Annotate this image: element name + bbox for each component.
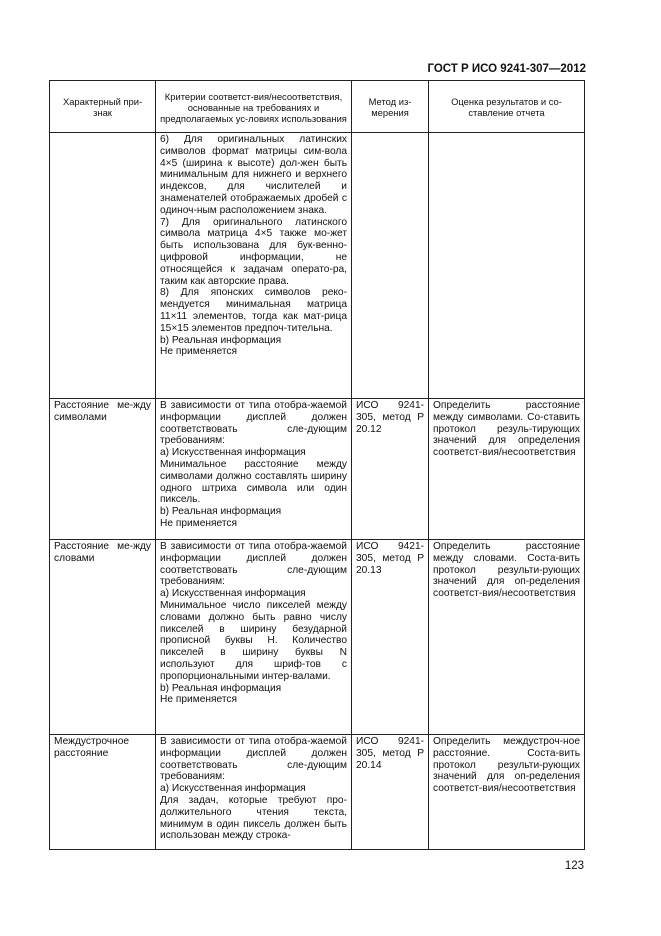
cell-feature — [50, 133, 156, 399]
cell-feature: Расстояние ме-жду символами — [50, 399, 156, 540]
criteria-paragraph: В зависимости от типа отобра-жаемой информации дисплей должен соответствовать сле-дующим требованиям: — [160, 541, 347, 588]
table-header-row — [50, 81, 585, 133]
criteria-paragraph: b) Реальная информация — [160, 334, 282, 346]
criteria-paragraph: 8) Для японских символов реко-мендуется минимальная матрица 11×11 элементов, тогда как мат-рица 15×15 элементов предпоч-тительна. — [160, 287, 347, 334]
cell-criteria — [156, 540, 352, 735]
column-header-criteria: Критерии соответст-вия/несоответствия, основанные на требованиях и предполагаемых ус-ловиях использования — [156, 81, 352, 133]
criteria-paragraph: a) Искусственная информация — [160, 783, 306, 795]
column-header-evaluation: Оценка результатов и со-ставление отчета — [429, 81, 585, 133]
table-row — [50, 735, 585, 850]
page-number: 123 — [564, 860, 584, 872]
cell-evaluation: Определить междустроч-ное расстояние. Соста-вить протокол результи-рующих значений для оп-ределения соответст-вия/несоответствия — [429, 735, 585, 850]
cell-method — [352, 133, 429, 399]
cell-feature: Расстояние ме-жду словами — [50, 540, 156, 735]
table-row — [50, 540, 585, 735]
criteria-paragraph: b) Реальная информация — [160, 682, 282, 694]
criteria-paragraph: a) Искусственная информация — [160, 588, 306, 600]
column-header-feature: Характерный при-знак — [50, 81, 156, 133]
criteria-paragraph: Не применяется — [160, 346, 238, 358]
cell-criteria — [156, 399, 352, 540]
cell-criteria — [156, 133, 352, 399]
criteria-paragraph: 6) Для оригинальных латинских символов формат матрицы сим-вола 4×5 (ширина к высоте) дол-жен быть минимальным для нижнего и верхнего индексов, для числителей и знаменателей отображаемых дробей с одиноч-ным расположением знака. — [160, 134, 347, 216]
criteria-paragraph: В зависимости от типа отобра-жаемой информации дисплей должен соответствовать сле-дующим требованиям: — [160, 736, 347, 783]
criteria-paragraph: Не применяется — [160, 517, 238, 529]
criteria-paragraph: a) Искусственная информация — [160, 447, 306, 459]
criteria-paragraph: Минимальное расстояние между символами должно составлять ширину одного штриха символа или один пиксель. — [160, 458, 347, 506]
criteria-table — [49, 80, 585, 850]
cell-evaluation: Определить расстояние между символами. Со-ставить протокол резуль-тирующих значений для определения соответст-вия/несоответствия — [429, 399, 585, 540]
criteria-paragraph: Для задач, которые требуют про-должительного чтения текста, минимум в один пиксель должен быть использован между строка- — [160, 794, 347, 842]
cell-evaluation: Определить расстояние между словами. Соста-вить протокол результи-рующих значений для оп-ределения соответст-вия/несоответствия — [429, 540, 585, 735]
table-row — [50, 399, 585, 540]
cell-criteria — [156, 735, 352, 850]
criteria-paragraph: Минимальное число пикселей между словами должно быть равно числу пикселей в ширину безударной прописной буквы Н. Количество пикселей в ширину буквы N используют для шриф-тов с пропорциональными интер-валами. — [160, 599, 347, 682]
criteria-paragraph: b) Реальная информация — [160, 506, 282, 518]
cell-method: ИСО 9421-305, метод Р 20.13 — [352, 540, 429, 735]
criteria-paragraph: 7) Для оригинального латинского символа матрица 4×5 также мо-жет быть использована для бук-венно-цифровой информации, не относящейся к задачам операто-ра, таким как авторские права. — [160, 216, 347, 287]
cell-feature: Междустрочное расстояние — [50, 735, 156, 850]
criteria-paragraph: Не применяется — [160, 694, 238, 706]
document-id: ГОСТ Р ИСО 9241-307—2012 — [427, 63, 586, 75]
column-header-method: Метод из-мерения — [352, 81, 429, 133]
cell-method: ИСО 9241-305, метод Р 20.12 — [352, 399, 429, 540]
table-row — [50, 133, 585, 399]
criteria-paragraph: В зависимости от типа отобра-жаемой информации дисплей должен соответствовать сле-дующим требованиям: — [160, 400, 347, 447]
cell-evaluation — [429, 133, 585, 399]
cell-method: ИСО 9241-305, метод Р 20.14 — [352, 735, 429, 850]
